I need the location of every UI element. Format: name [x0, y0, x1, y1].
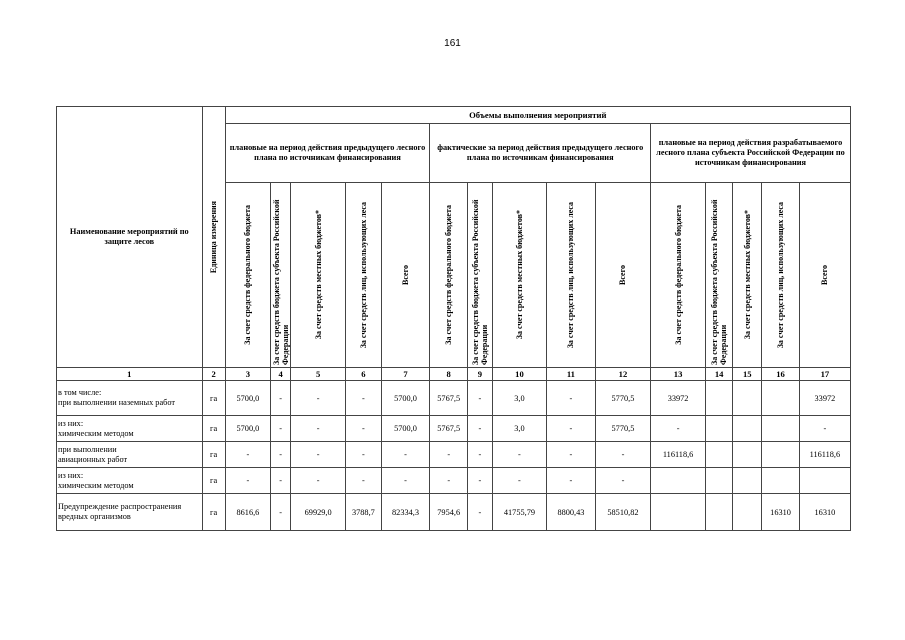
col-header	[595, 183, 650, 368]
table-cell	[733, 416, 762, 442]
col-number: 17	[799, 368, 850, 381]
col-number: 3	[225, 368, 271, 381]
table-cell	[706, 381, 733, 416]
col-header-text: За счет средств федерального бюджета	[673, 205, 683, 345]
col-header	[733, 183, 762, 368]
table-cell: 5770,5	[595, 416, 650, 442]
col-header	[291, 183, 346, 368]
table-cell: 82334,3	[381, 494, 430, 531]
col-header	[546, 183, 595, 368]
unit-header-text: Единица измерения	[209, 200, 219, 274]
row-name: при выполнении авиационных работ	[57, 442, 203, 468]
table-cell: 5700,0	[225, 381, 271, 416]
table-cell: -	[492, 442, 546, 468]
table-cell: -	[381, 442, 430, 468]
col-header-text: За счет средств местных бюджетов*	[313, 210, 323, 340]
group-planned-previous: плановые на период действия предыдущего лесного плана по источникам финансирования	[225, 124, 430, 183]
col-header-text: За счет средств местных бюджетов*	[742, 210, 752, 340]
table-cell: -	[225, 468, 271, 494]
table-cell	[733, 442, 762, 468]
table-cell	[651, 494, 706, 531]
table-cell: -	[271, 381, 291, 416]
table-cell	[651, 468, 706, 494]
col-header-text: Всего	[820, 265, 830, 285]
col-number: 5	[291, 368, 346, 381]
table-cell: 41755,79	[492, 494, 546, 531]
table-cell: -	[346, 416, 381, 442]
table-row	[57, 416, 851, 442]
table-cell: 16310	[799, 494, 850, 531]
row-unit: га	[202, 442, 225, 468]
col-number: 14	[706, 368, 733, 381]
table-cell: 3,0	[492, 381, 546, 416]
table-cell	[762, 416, 799, 442]
row-name: Предупреждение распространения вредных организмов	[57, 494, 203, 531]
col-header-text: Всего	[618, 265, 628, 285]
table-cell: 5767,5	[430, 416, 467, 442]
table-cell	[706, 416, 733, 442]
table-cell: 3788,7	[346, 494, 381, 531]
col-header-text: Всего	[401, 265, 411, 285]
row-unit: га	[202, 494, 225, 531]
table-cell: 116118,6	[651, 442, 706, 468]
table-cell: 16310	[762, 494, 799, 531]
data-rows	[57, 381, 851, 531]
col-number: 2	[202, 368, 225, 381]
col-header	[381, 183, 430, 368]
name-column-header: Наименование мероприятий по защите лесов	[57, 107, 203, 368]
row-unit: га	[202, 468, 225, 494]
group-actual-previous: фактические за период действия предыдущего лесного плана по источникам финансирования	[430, 124, 651, 183]
col-number: 7	[381, 368, 430, 381]
row-name: в том числе: при выполнении наземных работ	[57, 381, 203, 416]
table-cell: 58510,82	[595, 494, 650, 531]
table-cell: -	[430, 468, 467, 494]
table-cell: 8616,6	[225, 494, 271, 531]
group-planned-new: плановые на период действия разрабатываемого лесного плана субъекта Российской Федерации по источникам финансирования	[651, 124, 851, 183]
col-header-text: За счет средств лиц, использующих леса	[566, 201, 576, 349]
volumes-header: Объемы выполнения мероприятий	[225, 107, 850, 124]
table-cell: 5700,0	[381, 416, 430, 442]
table-cell	[706, 468, 733, 494]
table-cell: -	[346, 468, 381, 494]
table-cell: -	[467, 442, 492, 468]
table-cell: -	[430, 442, 467, 468]
table-cell	[706, 494, 733, 531]
forest-protection-table	[56, 106, 851, 531]
col-header-text: За счет средств федерального бюджета	[444, 205, 454, 345]
col-header	[430, 183, 467, 368]
table-cell: 8800,43	[546, 494, 595, 531]
table-cell	[706, 442, 733, 468]
table-cell: -	[291, 442, 346, 468]
col-number: 10	[492, 368, 546, 381]
row-unit: га	[202, 381, 225, 416]
table-cell: -	[467, 416, 492, 442]
table-cell: -	[291, 381, 346, 416]
table-cell: -	[595, 442, 650, 468]
table-cell: 5770,5	[595, 381, 650, 416]
page-number: 161	[444, 38, 461, 49]
table-cell: 5700,0	[225, 416, 271, 442]
table-row	[57, 381, 851, 416]
table-cell: -	[271, 416, 291, 442]
table-cell: -	[546, 381, 595, 416]
table-cell: -	[271, 494, 291, 531]
col-header-text: За счет средств местных бюджетов*	[514, 210, 524, 340]
col-number: 4	[271, 368, 291, 381]
row-name: из них: химическим методом	[57, 468, 203, 494]
col-header-text: За счет средств бюджета субъекта Российской Федерации	[710, 199, 729, 365]
table-cell: -	[546, 442, 595, 468]
row-name: из них: химическим методом	[57, 416, 203, 442]
col-number: 1	[57, 368, 203, 381]
col-number: 9	[467, 368, 492, 381]
table-cell	[762, 381, 799, 416]
col-header	[799, 183, 850, 368]
table-cell	[762, 468, 799, 494]
col-header	[492, 183, 546, 368]
table-cell: -	[651, 416, 706, 442]
table-cell: 5700,0	[381, 381, 430, 416]
table-cell: -	[381, 468, 430, 494]
table-cell: -	[546, 468, 595, 494]
col-header-text: За счет средств бюджета субъекта Российской Федерации	[271, 199, 290, 365]
col-header	[467, 183, 492, 368]
col-header	[225, 183, 271, 368]
col-number: 16	[762, 368, 799, 381]
table-cell: 33972	[799, 381, 850, 416]
col-number: 12	[595, 368, 650, 381]
table-cell: -	[546, 416, 595, 442]
table-cell: -	[346, 442, 381, 468]
col-header-text: За счет средств бюджета субъекта Российской Федерации	[470, 199, 489, 365]
table-cell	[733, 381, 762, 416]
table-row	[57, 468, 851, 494]
col-number: 11	[546, 368, 595, 381]
table-cell: -	[595, 468, 650, 494]
column-numbers-row	[57, 368, 851, 381]
col-header-text: За счет средств федерального бюджета	[243, 205, 253, 345]
col-number: 6	[346, 368, 381, 381]
col-header	[346, 183, 381, 368]
table-cell: -	[225, 442, 271, 468]
col-header	[271, 183, 291, 368]
table-cell: 3,0	[492, 416, 546, 442]
table-cell: -	[799, 416, 850, 442]
table-row	[57, 494, 851, 531]
col-header-text: За счет средств лиц, использующих леса	[776, 201, 786, 349]
table-cell: -	[492, 468, 546, 494]
table-cell: -	[291, 468, 346, 494]
table-cell: 116118,6	[799, 442, 850, 468]
table-cell: -	[467, 468, 492, 494]
table-cell: -	[467, 381, 492, 416]
table-row	[57, 442, 851, 468]
table-cell: 69929,0	[291, 494, 346, 531]
table-cell: -	[291, 416, 346, 442]
table-cell: 33972	[651, 381, 706, 416]
table-cell: -	[346, 381, 381, 416]
col-header	[706, 183, 733, 368]
unit-column-header	[202, 107, 225, 368]
col-number: 8	[430, 368, 467, 381]
table-cell: -	[271, 442, 291, 468]
col-header	[651, 183, 706, 368]
table-cell	[762, 442, 799, 468]
col-number: 15	[733, 368, 762, 381]
col-number: 13	[651, 368, 706, 381]
table-cell	[733, 468, 762, 494]
table-cell	[799, 468, 850, 494]
table-cell: 7954,6	[430, 494, 467, 531]
col-header	[762, 183, 799, 368]
col-header-text: За счет средств лиц, использующих леса	[358, 201, 368, 349]
table-cell: -	[271, 468, 291, 494]
table-cell	[733, 494, 762, 531]
table-cell: 5767,5	[430, 381, 467, 416]
table-cell: -	[467, 494, 492, 531]
row-unit: га	[202, 416, 225, 442]
